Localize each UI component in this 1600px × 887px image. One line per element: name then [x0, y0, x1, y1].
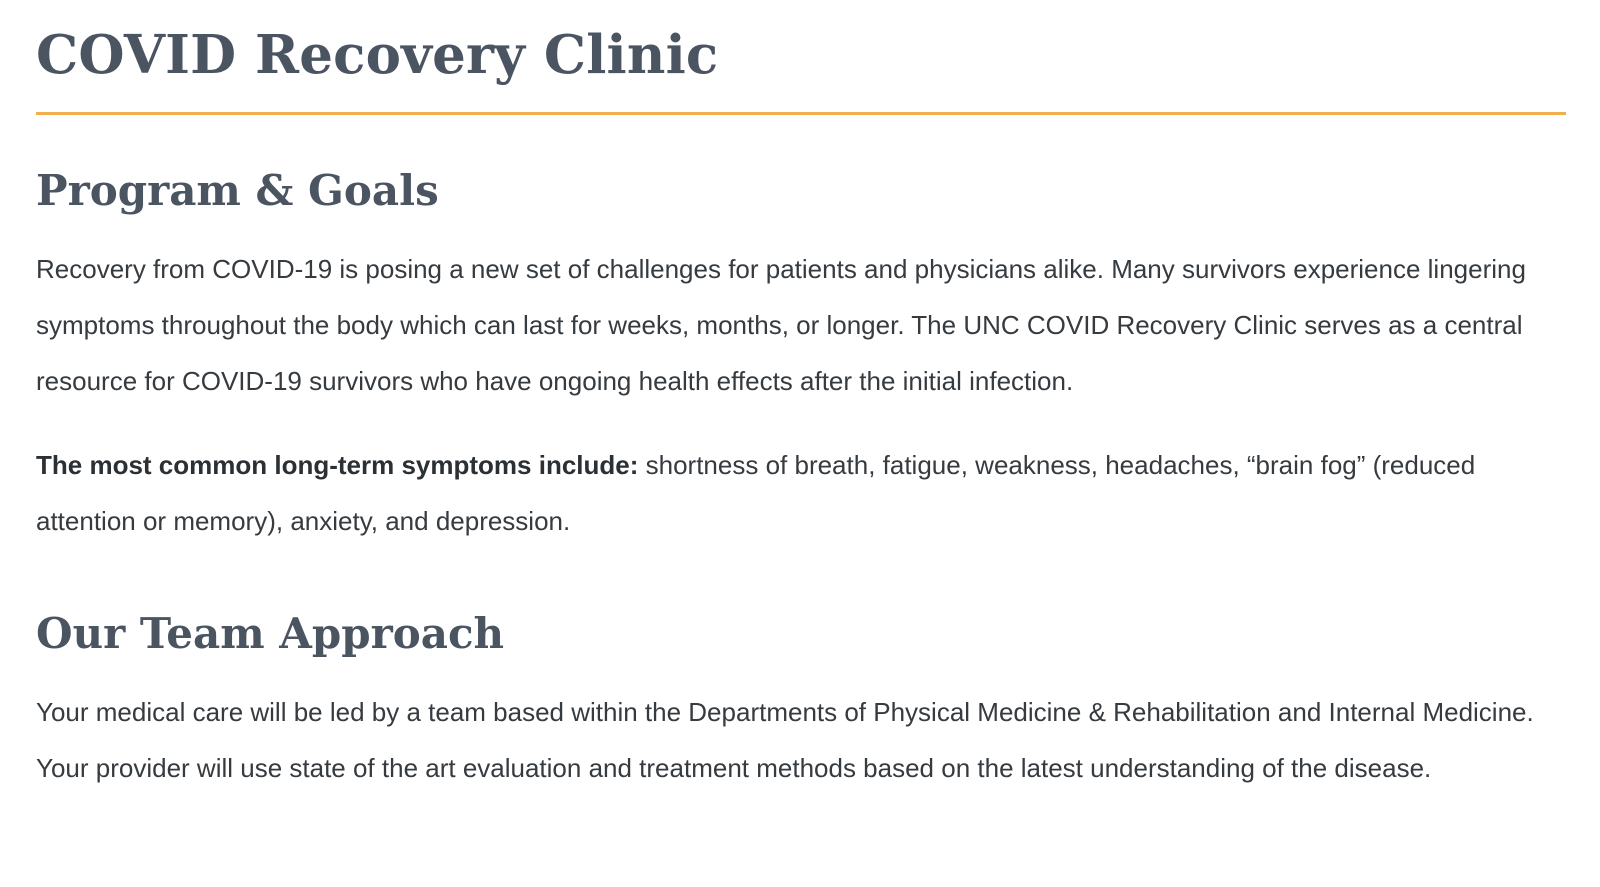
symptoms-paragraph — [36, 437, 1566, 549]
team-description: Your medical care will be led by a team based within the Departments of Physical Medicine & Rehabilitation and Internal Medicine. Your provider will use state of the art evaluation and treatment methods based on the latest understanding of the disease. — [36, 697, 1534, 783]
page-title: COVID Recovery Clinic — [36, 24, 719, 86]
symptoms-list-text: shortness of breath, fatigue, weakness, headaches, “brain fog” (reduced attention or memory), anxiety, and depression. — [36, 450, 1476, 536]
symptoms-lead: The most common long-term symptoms include: — [36, 450, 639, 480]
page-content — [36, 0, 1566, 796]
title-divider — [36, 112, 1566, 115]
team-approach-heading: Our Team Approach — [36, 609, 505, 658]
program-description: Recovery from COVID-19 is posing a new set of challenges for patients and physicians alike. Many survivors experience lingering symptoms throughout the body which can last for weeks, months, or longer. The UNC COVID Recovery Clinic serves as a central resource for COVID-19 survivors who have ongoing health effects after the initial infection. — [36, 254, 1526, 396]
program-goals-heading: Program & Goals — [36, 166, 439, 215]
